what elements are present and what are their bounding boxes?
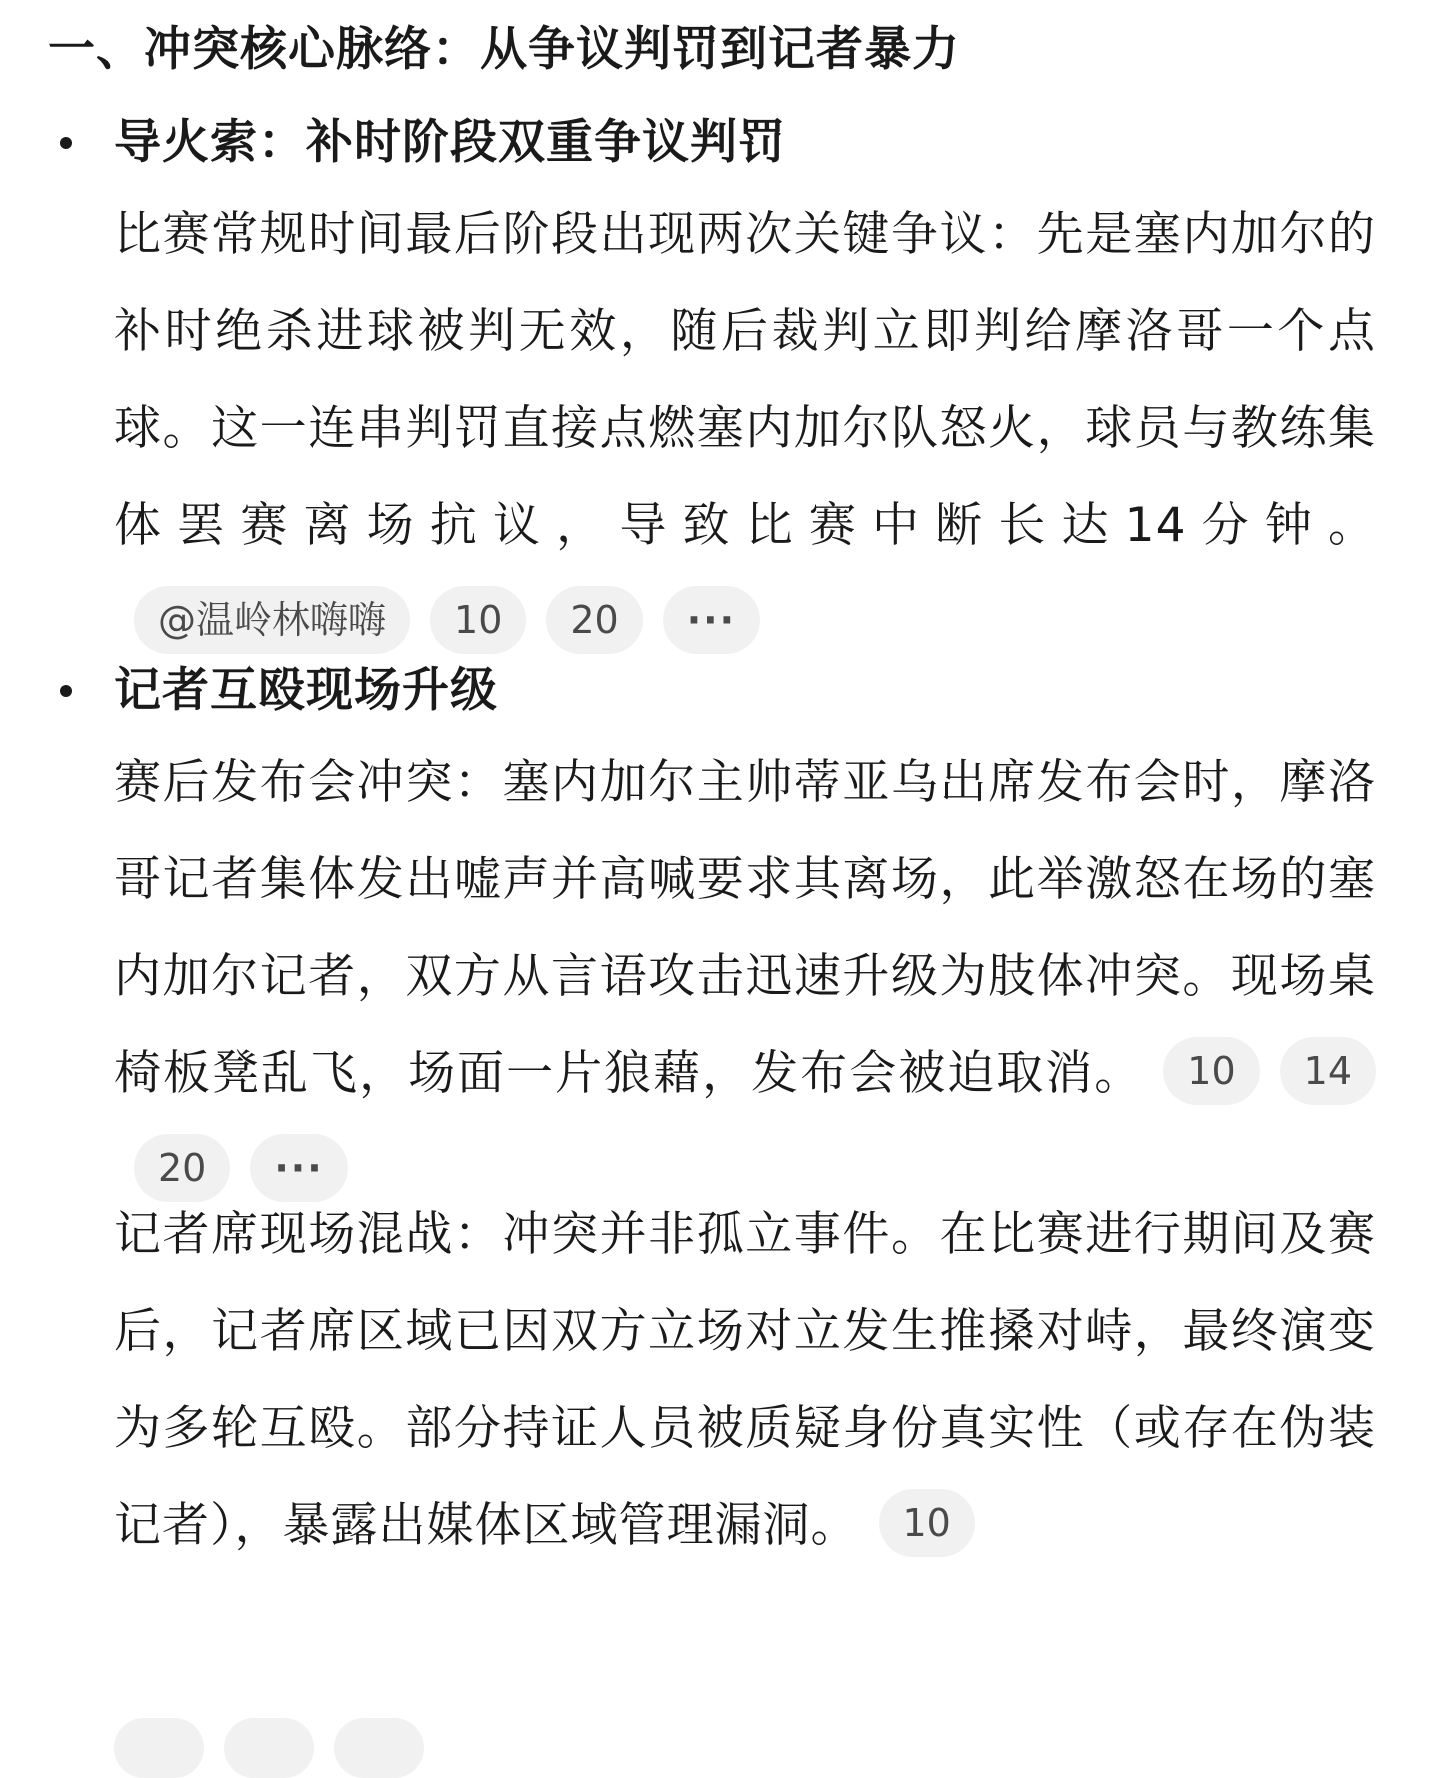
reference-chip-partial[interactable] [334, 1718, 424, 1778]
reference-chip[interactable]: 10 [879, 1489, 975, 1557]
paragraph-press-box [114, 1186, 1376, 1574]
paragraph-press-conference [114, 734, 1376, 1219]
bullet-item-reporter-brawl [60, 646, 498, 736]
cutoff-chip-row [114, 1718, 424, 1758]
reference-chip-partial[interactable] [224, 1718, 314, 1778]
source-chip-author[interactable]: @温岭林嗨嗨 [134, 586, 410, 654]
bullet-dot-icon [60, 685, 72, 697]
bullet-item-fuse [60, 98, 786, 188]
paragraph-text: 比赛常规时间最后阶段出现两次关键争议：先是塞内加尔的补时绝杀进球被判无效，随后裁判立即判给摩洛哥一个点球。这一连串判罚直接点燃塞内加尔队怒火，球员与教练集体罢赛离场抗议，导致比赛中断长达14分钟。 [114, 207, 1376, 553]
more-references-button[interactable]: ··· [250, 1134, 347, 1202]
reference-chip[interactable]: 14 [1280, 1037, 1376, 1105]
reference-chip[interactable]: 10 [430, 586, 526, 654]
section-title: 一、冲突核心脉络：从争议判罚到记者暴力 [48, 22, 960, 77]
reference-chip-partial[interactable] [114, 1718, 204, 1778]
reference-chip[interactable]: 10 [1163, 1037, 1259, 1105]
paragraph-fuse [114, 186, 1376, 671]
reference-chip[interactable]: 20 [134, 1134, 230, 1202]
bullet-title: 导火索：补时阶段双重争议判罚 [114, 115, 786, 170]
paragraph-text: 记者席现场混战：冲突并非孤立事件。在比赛进行期间及赛后，记者席区域已因双方立场对立发生推搡对峙，最终演变为多轮互殴。部分持证人员被质疑身份真实性（或存在伪装记者），暴露出媒体区域管理漏洞。 [114, 1207, 1376, 1553]
more-references-button[interactable]: ··· [663, 586, 760, 654]
bullet-dot-icon [60, 137, 72, 149]
paragraph-text: 赛后发布会冲突：塞内加尔主帅蒂亚乌出席发布会时，摩洛哥记者集体发出嘘声并高喊要求其离场，此举激怒在场的塞内加尔记者，双方从言语攻击迅速升级为肢体冲突。现场桌椅板凳乱飞，场面一片狼藉，发布会被迫取消。 [114, 755, 1376, 1101]
reference-chip[interactable]: 20 [546, 586, 642, 654]
bullet-title: 记者互殴现场升级 [114, 663, 498, 718]
